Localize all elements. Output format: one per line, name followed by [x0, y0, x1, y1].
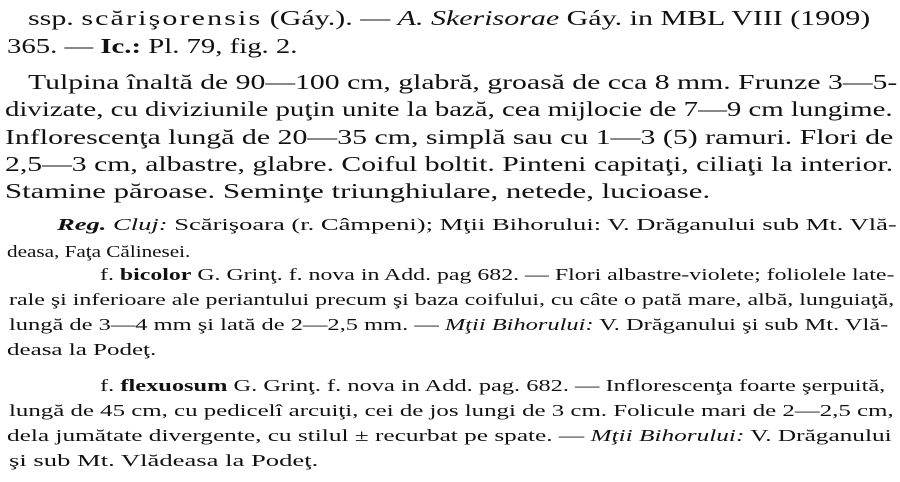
synonym-species: Skerisorae — [430, 6, 560, 30]
page-reference: 365. — — [7, 34, 94, 58]
header-line-2 — [7, 36, 297, 57]
bicolor-line-2: rale şi inferioare ale periantului precum şi baza coifului, cu câte o pată mare, albă, lunguiaţă, — [9, 290, 895, 309]
synonym-genus: A. — [397, 6, 424, 30]
form-prefix: f. — [100, 265, 114, 284]
description-line: Tulpina înaltă de 90—100 cm, glabră, groasă de cca 8 mm. Frunze 3—5- — [28, 70, 898, 94]
flexuosum-description: G. Grinţ. f. nova in Add. pag. 682. — Inflorescenţa foarte şerpuită, — [233, 376, 886, 395]
region-name: Cluj: — [113, 215, 168, 234]
icon-label: Ic.: — [100, 34, 142, 58]
description-line: Inflorescenţa lungă de 20—35 cm, simplă sau cu 1—3 (5) ramuri. Flori de — [5, 125, 894, 149]
bicolor-size-text: lungă de 3—4 mm şi lată de 2—2,5 mm. — — [9, 315, 439, 334]
flexuosum-locality-text: V. Drăganului — [750, 426, 892, 445]
flexuosum-line-1 — [100, 377, 885, 394]
bicolor-line-4: deasa la Podeţ. — [7, 340, 157, 359]
distribution-line-1 — [57, 216, 897, 233]
distribution-localities: Scărişoara (r. Câmpeni); Mţii Bihorului: V. Drăganului sub Mt. Vlă- — [174, 215, 897, 234]
header-line-1 — [28, 8, 870, 29]
flexuosum-line-3 — [7, 427, 892, 444]
description-line: divizate, cu diviziunile puţin unite la bază, cea mijlocie de 7—9 cm lungime. — [5, 97, 893, 121]
rank: ssp. — [28, 6, 74, 30]
taxon-author: (Gáy.). — — [269, 6, 391, 30]
bicolor-description: G. Grinţ. f. nova in Add. pag 682. — Flori albastre-violete; foliolele late- — [197, 265, 895, 284]
bicolor-line-3 — [9, 316, 888, 333]
form-name-bicolor: bicolor — [119, 265, 192, 284]
flexuosum-location: Mţii Bihorului: — [590, 426, 745, 445]
flexuosum-style-text: dela jumătate divergente, cu stilul ± recurbat pe spate. — — [7, 426, 585, 445]
bicolor-line-1 — [100, 266, 894, 283]
synonym-reference: Gáy. in MBL VIII (1909) — [566, 6, 871, 30]
form-prefix: f. — [100, 376, 115, 395]
bicolor-locality-text: V. Drăganului şi sub Mt. Vlă- — [599, 315, 889, 334]
distribution-line-2: deasa, Faţa Călinesei. — [7, 242, 191, 261]
flexuosum-line-2: lungă de 45 cm, cu pedicelî arcuiţi, cei de jos lungi de 3 cm. Folicule mari de 2—2,5 cm, — [9, 401, 894, 420]
icon-reference: Pl. 79, fig. 2. — [148, 34, 298, 58]
region-label: Reg. — [57, 215, 107, 234]
flexuosum-line-4: şi sub Mt. Vlădeasa la Podeţ. — [9, 451, 319, 470]
taxon-name: scărişorensis — [81, 6, 263, 30]
description-line: Stamine păroase. Seminţe triunghiulare, netede, lucioase. — [5, 179, 711, 203]
bicolor-location: Mţii Bihorului: — [444, 315, 594, 334]
description-line: 2,5—3 cm, albastre, glabre. Coiful boltit. Pinteni capitaţi, ciliaţi la interior. — [5, 152, 894, 176]
form-name-flexuosum: flexuosum — [120, 376, 228, 395]
